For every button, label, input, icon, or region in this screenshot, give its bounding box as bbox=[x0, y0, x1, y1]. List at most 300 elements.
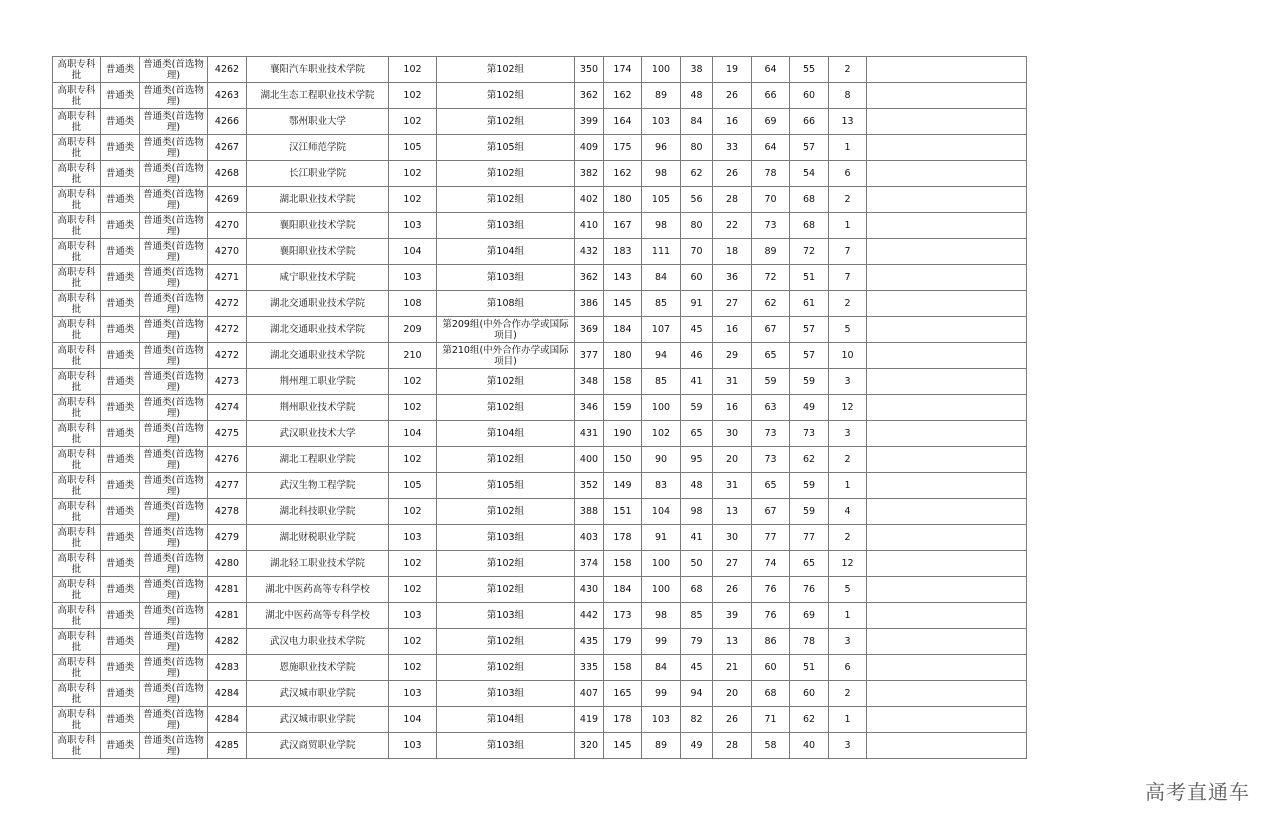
chinese-math-score-cell: 149 bbox=[604, 473, 642, 499]
rank-count-cell: 6 bbox=[829, 655, 867, 681]
blank-cell bbox=[867, 603, 1027, 629]
english-score-cell: 100 bbox=[642, 395, 681, 421]
chemistry-score-cell: 13 bbox=[713, 629, 752, 655]
subject-type-cell: 普通类(首选物理) bbox=[140, 551, 208, 577]
batch-cell: 高职专科批 bbox=[53, 83, 101, 109]
table-row bbox=[53, 681, 1027, 707]
rank-count-cell: 5 bbox=[829, 317, 867, 343]
english-score-cell: 89 bbox=[642, 733, 681, 759]
politics-score-cell: 62 bbox=[790, 707, 829, 733]
total-score-cell: 419 bbox=[575, 707, 604, 733]
category-cell: 普通类 bbox=[101, 525, 140, 551]
rank-count-cell: 3 bbox=[829, 421, 867, 447]
subject-type-cell: 普通类(首选物理) bbox=[140, 343, 208, 369]
category-cell: 普通类 bbox=[101, 681, 140, 707]
subject-type-cell: 普通类(首选物理) bbox=[140, 187, 208, 213]
school-code-cell: 4284 bbox=[208, 707, 247, 733]
politics-score-cell: 61 bbox=[790, 291, 829, 317]
rank-count-cell: 3 bbox=[829, 733, 867, 759]
biology-score-cell: 62 bbox=[752, 291, 790, 317]
table-row bbox=[53, 707, 1027, 733]
group-name-cell: 第103组 bbox=[437, 733, 575, 759]
group-code-cell: 103 bbox=[389, 603, 437, 629]
group-code-cell: 102 bbox=[389, 629, 437, 655]
school-name-cell: 湖北中医药高等专科学校 bbox=[247, 603, 389, 629]
politics-score-cell: 51 bbox=[790, 655, 829, 681]
subject-type-cell: 普通类(首选物理) bbox=[140, 421, 208, 447]
batch-cell: 高职专科批 bbox=[53, 369, 101, 395]
biology-score-cell: 70 bbox=[752, 187, 790, 213]
table-row bbox=[53, 525, 1027, 551]
physics-score-cell: 45 bbox=[681, 655, 713, 681]
table-row bbox=[53, 629, 1027, 655]
batch-cell: 高职专科批 bbox=[53, 733, 101, 759]
table-row bbox=[53, 473, 1027, 499]
physics-score-cell: 38 bbox=[681, 57, 713, 83]
chemistry-score-cell: 28 bbox=[713, 733, 752, 759]
chemistry-score-cell: 13 bbox=[713, 499, 752, 525]
blank-cell bbox=[867, 629, 1027, 655]
total-score-cell: 407 bbox=[575, 681, 604, 707]
rank-count-cell: 2 bbox=[829, 57, 867, 83]
table-row bbox=[53, 395, 1027, 421]
biology-score-cell: 71 bbox=[752, 707, 790, 733]
group-code-cell: 103 bbox=[389, 265, 437, 291]
total-score-cell: 374 bbox=[575, 551, 604, 577]
chinese-math-score-cell: 151 bbox=[604, 499, 642, 525]
total-score-cell: 410 bbox=[575, 213, 604, 239]
english-score-cell: 91 bbox=[642, 525, 681, 551]
chinese-math-score-cell: 183 bbox=[604, 239, 642, 265]
group-name-cell: 第102组 bbox=[437, 447, 575, 473]
group-code-cell: 105 bbox=[389, 135, 437, 161]
group-code-cell: 102 bbox=[389, 161, 437, 187]
total-score-cell: 369 bbox=[575, 317, 604, 343]
subject-type-cell: 普通类(首选物理) bbox=[140, 603, 208, 629]
table-row bbox=[53, 265, 1027, 291]
physics-score-cell: 41 bbox=[681, 369, 713, 395]
school-code-cell: 4272 bbox=[208, 317, 247, 343]
rank-count-cell: 2 bbox=[829, 447, 867, 473]
category-cell: 普通类 bbox=[101, 629, 140, 655]
english-score-cell: 100 bbox=[642, 57, 681, 83]
school-name-cell: 襄阳汽车职业技术学院 bbox=[247, 57, 389, 83]
chinese-math-score-cell: 145 bbox=[604, 733, 642, 759]
english-score-cell: 85 bbox=[642, 291, 681, 317]
chemistry-score-cell: 26 bbox=[713, 83, 752, 109]
english-score-cell: 103 bbox=[642, 707, 681, 733]
blank-cell bbox=[867, 213, 1027, 239]
biology-score-cell: 58 bbox=[752, 733, 790, 759]
school-code-cell: 4270 bbox=[208, 239, 247, 265]
batch-cell: 高职专科批 bbox=[53, 525, 101, 551]
english-score-cell: 84 bbox=[642, 265, 681, 291]
category-cell: 普通类 bbox=[101, 161, 140, 187]
category-cell: 普通类 bbox=[101, 473, 140, 499]
biology-score-cell: 67 bbox=[752, 499, 790, 525]
physics-score-cell: 68 bbox=[681, 577, 713, 603]
blank-cell bbox=[867, 447, 1027, 473]
chemistry-score-cell: 19 bbox=[713, 57, 752, 83]
blank-cell bbox=[867, 317, 1027, 343]
chemistry-score-cell: 29 bbox=[713, 343, 752, 369]
school-name-cell: 武汉电力职业技术学院 bbox=[247, 629, 389, 655]
politics-score-cell: 76 bbox=[790, 577, 829, 603]
politics-score-cell: 40 bbox=[790, 733, 829, 759]
subject-type-cell: 普通类(首选物理) bbox=[140, 525, 208, 551]
chinese-math-score-cell: 150 bbox=[604, 447, 642, 473]
biology-score-cell: 73 bbox=[752, 447, 790, 473]
group-name-cell: 第102组 bbox=[437, 395, 575, 421]
politics-score-cell: 59 bbox=[790, 499, 829, 525]
subject-type-cell: 普通类(首选物理) bbox=[140, 473, 208, 499]
group-name-cell: 第210组(中外合作办学或国际项目) bbox=[437, 343, 575, 369]
politics-score-cell: 72 bbox=[790, 239, 829, 265]
chinese-math-score-cell: 158 bbox=[604, 655, 642, 681]
chemistry-score-cell: 16 bbox=[713, 395, 752, 421]
english-score-cell: 111 bbox=[642, 239, 681, 265]
politics-score-cell: 77 bbox=[790, 525, 829, 551]
blank-cell bbox=[867, 109, 1027, 135]
group-code-cell: 104 bbox=[389, 707, 437, 733]
politics-score-cell: 68 bbox=[790, 187, 829, 213]
school-name-cell: 武汉商贸职业学院 bbox=[247, 733, 389, 759]
category-cell: 普通类 bbox=[101, 369, 140, 395]
politics-score-cell: 51 bbox=[790, 265, 829, 291]
school-name-cell: 荆州理工职业学院 bbox=[247, 369, 389, 395]
english-score-cell: 89 bbox=[642, 83, 681, 109]
biology-score-cell: 77 bbox=[752, 525, 790, 551]
batch-cell: 高职专科批 bbox=[53, 265, 101, 291]
english-score-cell: 83 bbox=[642, 473, 681, 499]
blank-cell bbox=[867, 421, 1027, 447]
school-name-cell: 咸宁职业技术学院 bbox=[247, 265, 389, 291]
group-name-cell: 第102组 bbox=[437, 161, 575, 187]
blank-cell bbox=[867, 577, 1027, 603]
chinese-math-score-cell: 178 bbox=[604, 525, 642, 551]
group-code-cell: 102 bbox=[389, 395, 437, 421]
chinese-math-score-cell: 158 bbox=[604, 551, 642, 577]
category-cell: 普通类 bbox=[101, 135, 140, 161]
table-row bbox=[53, 317, 1027, 343]
table-row bbox=[53, 447, 1027, 473]
physics-score-cell: 48 bbox=[681, 473, 713, 499]
chemistry-score-cell: 22 bbox=[713, 213, 752, 239]
category-cell: 普通类 bbox=[101, 265, 140, 291]
school-code-cell: 4281 bbox=[208, 603, 247, 629]
biology-score-cell: 64 bbox=[752, 57, 790, 83]
chinese-math-score-cell: 162 bbox=[604, 161, 642, 187]
politics-score-cell: 54 bbox=[790, 161, 829, 187]
subject-type-cell: 普通类(首选物理) bbox=[140, 83, 208, 109]
group-name-cell: 第102组 bbox=[437, 369, 575, 395]
chemistry-score-cell: 28 bbox=[713, 187, 752, 213]
total-score-cell: 335 bbox=[575, 655, 604, 681]
biology-score-cell: 67 bbox=[752, 317, 790, 343]
blank-cell bbox=[867, 473, 1027, 499]
group-code-cell: 108 bbox=[389, 291, 437, 317]
subject-type-cell: 普通类(首选物理) bbox=[140, 707, 208, 733]
subject-type-cell: 普通类(首选物理) bbox=[140, 629, 208, 655]
school-name-cell: 湖北轻工职业技术学院 bbox=[247, 551, 389, 577]
english-score-cell: 85 bbox=[642, 369, 681, 395]
chemistry-score-cell: 27 bbox=[713, 291, 752, 317]
rank-count-cell: 1 bbox=[829, 603, 867, 629]
total-score-cell: 350 bbox=[575, 57, 604, 83]
subject-type-cell: 普通类(首选物理) bbox=[140, 291, 208, 317]
english-score-cell: 98 bbox=[642, 213, 681, 239]
school-code-cell: 4274 bbox=[208, 395, 247, 421]
group-code-cell: 102 bbox=[389, 655, 437, 681]
politics-score-cell: 78 bbox=[790, 629, 829, 655]
english-score-cell: 90 bbox=[642, 447, 681, 473]
blank-cell bbox=[867, 395, 1027, 421]
physics-score-cell: 85 bbox=[681, 603, 713, 629]
chemistry-score-cell: 26 bbox=[713, 161, 752, 187]
table-row bbox=[53, 733, 1027, 759]
physics-score-cell: 70 bbox=[681, 239, 713, 265]
group-name-cell: 第103组 bbox=[437, 525, 575, 551]
group-code-cell: 102 bbox=[389, 109, 437, 135]
school-name-cell: 恩施职业技术学院 bbox=[247, 655, 389, 681]
school-name-cell: 武汉城市职业学院 bbox=[247, 681, 389, 707]
biology-score-cell: 76 bbox=[752, 603, 790, 629]
table-row bbox=[53, 57, 1027, 83]
category-cell: 普通类 bbox=[101, 551, 140, 577]
school-name-cell: 湖北财税职业学院 bbox=[247, 525, 389, 551]
chinese-math-score-cell: 175 bbox=[604, 135, 642, 161]
rank-count-cell: 3 bbox=[829, 369, 867, 395]
rank-count-cell: 12 bbox=[829, 395, 867, 421]
total-score-cell: 377 bbox=[575, 343, 604, 369]
subject-type-cell: 普通类(首选物理) bbox=[140, 655, 208, 681]
subject-type-cell: 普通类(首选物理) bbox=[140, 681, 208, 707]
category-cell: 普通类 bbox=[101, 421, 140, 447]
group-name-cell: 第108组 bbox=[437, 291, 575, 317]
group-code-cell: 105 bbox=[389, 473, 437, 499]
blank-cell bbox=[867, 83, 1027, 109]
physics-score-cell: 45 bbox=[681, 317, 713, 343]
school-code-cell: 4268 bbox=[208, 161, 247, 187]
chinese-math-score-cell: 180 bbox=[604, 187, 642, 213]
biology-score-cell: 60 bbox=[752, 655, 790, 681]
biology-score-cell: 72 bbox=[752, 265, 790, 291]
group-code-cell: 103 bbox=[389, 733, 437, 759]
group-name-cell: 第102组 bbox=[437, 499, 575, 525]
rank-count-cell: 6 bbox=[829, 161, 867, 187]
rank-count-cell: 13 bbox=[829, 109, 867, 135]
school-code-cell: 4267 bbox=[208, 135, 247, 161]
english-score-cell: 99 bbox=[642, 629, 681, 655]
group-name-cell: 第104组 bbox=[437, 239, 575, 265]
batch-cell: 高职专科批 bbox=[53, 447, 101, 473]
school-code-cell: 4269 bbox=[208, 187, 247, 213]
rank-count-cell: 2 bbox=[829, 525, 867, 551]
batch-cell: 高职专科批 bbox=[53, 161, 101, 187]
total-score-cell: 348 bbox=[575, 369, 604, 395]
physics-score-cell: 82 bbox=[681, 707, 713, 733]
blank-cell bbox=[867, 681, 1027, 707]
school-name-cell: 湖北中医药高等专科学校 bbox=[247, 577, 389, 603]
blank-cell bbox=[867, 135, 1027, 161]
biology-score-cell: 59 bbox=[752, 369, 790, 395]
school-name-cell: 湖北交通职业技术学院 bbox=[247, 343, 389, 369]
english-score-cell: 100 bbox=[642, 577, 681, 603]
politics-score-cell: 57 bbox=[790, 317, 829, 343]
group-name-cell: 第104组 bbox=[437, 421, 575, 447]
rank-count-cell: 3 bbox=[829, 629, 867, 655]
biology-score-cell: 89 bbox=[752, 239, 790, 265]
chemistry-score-cell: 18 bbox=[713, 239, 752, 265]
table-row bbox=[53, 161, 1027, 187]
group-name-cell: 第103组 bbox=[437, 265, 575, 291]
blank-cell bbox=[867, 655, 1027, 681]
chinese-math-score-cell: 165 bbox=[604, 681, 642, 707]
biology-score-cell: 66 bbox=[752, 83, 790, 109]
school-name-cell: 武汉职业技术大学 bbox=[247, 421, 389, 447]
table-row bbox=[53, 135, 1027, 161]
rank-count-cell: 2 bbox=[829, 187, 867, 213]
group-code-cell: 209 bbox=[389, 317, 437, 343]
batch-cell: 高职专科批 bbox=[53, 577, 101, 603]
school-code-cell: 4279 bbox=[208, 525, 247, 551]
english-score-cell: 102 bbox=[642, 421, 681, 447]
category-cell: 普通类 bbox=[101, 447, 140, 473]
blank-cell bbox=[867, 239, 1027, 265]
biology-score-cell: 74 bbox=[752, 551, 790, 577]
chinese-math-score-cell: 158 bbox=[604, 369, 642, 395]
english-score-cell: 98 bbox=[642, 603, 681, 629]
batch-cell: 高职专科批 bbox=[53, 135, 101, 161]
rank-count-cell: 2 bbox=[829, 681, 867, 707]
chinese-math-score-cell: 145 bbox=[604, 291, 642, 317]
school-name-cell: 湖北职业技术学院 bbox=[247, 187, 389, 213]
group-code-cell: 102 bbox=[389, 447, 437, 473]
category-cell: 普通类 bbox=[101, 733, 140, 759]
school-name-cell: 湖北交通职业技术学院 bbox=[247, 291, 389, 317]
total-score-cell: 362 bbox=[575, 265, 604, 291]
subject-type-cell: 普通类(首选物理) bbox=[140, 57, 208, 83]
physics-score-cell: 84 bbox=[681, 109, 713, 135]
group-name-cell: 第102组 bbox=[437, 655, 575, 681]
chinese-math-score-cell: 143 bbox=[604, 265, 642, 291]
school-code-cell: 4262 bbox=[208, 57, 247, 83]
batch-cell: 高职专科批 bbox=[53, 239, 101, 265]
politics-score-cell: 73 bbox=[790, 421, 829, 447]
table-row bbox=[53, 239, 1027, 265]
english-score-cell: 98 bbox=[642, 161, 681, 187]
english-score-cell: 100 bbox=[642, 551, 681, 577]
category-cell: 普通类 bbox=[101, 291, 140, 317]
blank-cell bbox=[867, 291, 1027, 317]
biology-score-cell: 73 bbox=[752, 213, 790, 239]
group-name-cell: 第102组 bbox=[437, 83, 575, 109]
group-name-cell: 第103组 bbox=[437, 681, 575, 707]
admission-score-table bbox=[52, 56, 1027, 759]
school-name-cell: 湖北交通职业技术学院 bbox=[247, 317, 389, 343]
blank-cell bbox=[867, 499, 1027, 525]
group-name-cell: 第105组 bbox=[437, 135, 575, 161]
rank-count-cell: 1 bbox=[829, 473, 867, 499]
total-score-cell: 352 bbox=[575, 473, 604, 499]
total-score-cell: 346 bbox=[575, 395, 604, 421]
total-score-cell: 382 bbox=[575, 161, 604, 187]
school-name-cell: 汉江师范学院 bbox=[247, 135, 389, 161]
chinese-math-score-cell: 173 bbox=[604, 603, 642, 629]
biology-score-cell: 73 bbox=[752, 421, 790, 447]
rank-count-cell: 1 bbox=[829, 707, 867, 733]
subject-type-cell: 普通类(首选物理) bbox=[140, 499, 208, 525]
table-row bbox=[53, 499, 1027, 525]
politics-score-cell: 57 bbox=[790, 135, 829, 161]
school-code-cell: 4273 bbox=[208, 369, 247, 395]
group-code-cell: 102 bbox=[389, 83, 437, 109]
chinese-math-score-cell: 174 bbox=[604, 57, 642, 83]
batch-cell: 高职专科批 bbox=[53, 681, 101, 707]
politics-score-cell: 65 bbox=[790, 551, 829, 577]
category-cell: 普通类 bbox=[101, 655, 140, 681]
politics-score-cell: 66 bbox=[790, 109, 829, 135]
physics-score-cell: 91 bbox=[681, 291, 713, 317]
english-score-cell: 94 bbox=[642, 343, 681, 369]
category-cell: 普通类 bbox=[101, 213, 140, 239]
category-cell: 普通类 bbox=[101, 239, 140, 265]
category-cell: 普通类 bbox=[101, 707, 140, 733]
chemistry-score-cell: 27 bbox=[713, 551, 752, 577]
school-code-cell: 4276 bbox=[208, 447, 247, 473]
chemistry-score-cell: 30 bbox=[713, 525, 752, 551]
group-code-cell: 103 bbox=[389, 525, 437, 551]
english-score-cell: 96 bbox=[642, 135, 681, 161]
group-name-cell: 第102组 bbox=[437, 187, 575, 213]
politics-score-cell: 59 bbox=[790, 473, 829, 499]
total-score-cell: 431 bbox=[575, 421, 604, 447]
chemistry-score-cell: 30 bbox=[713, 421, 752, 447]
physics-score-cell: 80 bbox=[681, 135, 713, 161]
batch-cell: 高职专科批 bbox=[53, 707, 101, 733]
school-code-cell: 4280 bbox=[208, 551, 247, 577]
subject-type-cell: 普通类(首选物理) bbox=[140, 317, 208, 343]
group-name-cell: 第103组 bbox=[437, 213, 575, 239]
total-score-cell: 400 bbox=[575, 447, 604, 473]
physics-score-cell: 56 bbox=[681, 187, 713, 213]
total-score-cell: 409 bbox=[575, 135, 604, 161]
physics-score-cell: 62 bbox=[681, 161, 713, 187]
physics-score-cell: 59 bbox=[681, 395, 713, 421]
subject-type-cell: 普通类(首选物理) bbox=[140, 135, 208, 161]
group-code-cell: 210 bbox=[389, 343, 437, 369]
biology-score-cell: 78 bbox=[752, 161, 790, 187]
batch-cell: 高职专科批 bbox=[53, 317, 101, 343]
rank-count-cell: 12 bbox=[829, 551, 867, 577]
chinese-math-score-cell: 162 bbox=[604, 83, 642, 109]
blank-cell bbox=[867, 187, 1027, 213]
biology-score-cell: 64 bbox=[752, 135, 790, 161]
table-row bbox=[53, 291, 1027, 317]
subject-type-cell: 普通类(首选物理) bbox=[140, 213, 208, 239]
category-cell: 普通类 bbox=[101, 343, 140, 369]
batch-cell: 高职专科批 bbox=[53, 187, 101, 213]
biology-score-cell: 68 bbox=[752, 681, 790, 707]
physics-score-cell: 50 bbox=[681, 551, 713, 577]
school-code-cell: 4283 bbox=[208, 655, 247, 681]
rank-count-cell: 1 bbox=[829, 135, 867, 161]
biology-score-cell: 65 bbox=[752, 473, 790, 499]
chinese-math-score-cell: 179 bbox=[604, 629, 642, 655]
subject-type-cell: 普通类(首选物理) bbox=[140, 239, 208, 265]
total-score-cell: 362 bbox=[575, 83, 604, 109]
subject-type-cell: 普通类(首选物理) bbox=[140, 109, 208, 135]
